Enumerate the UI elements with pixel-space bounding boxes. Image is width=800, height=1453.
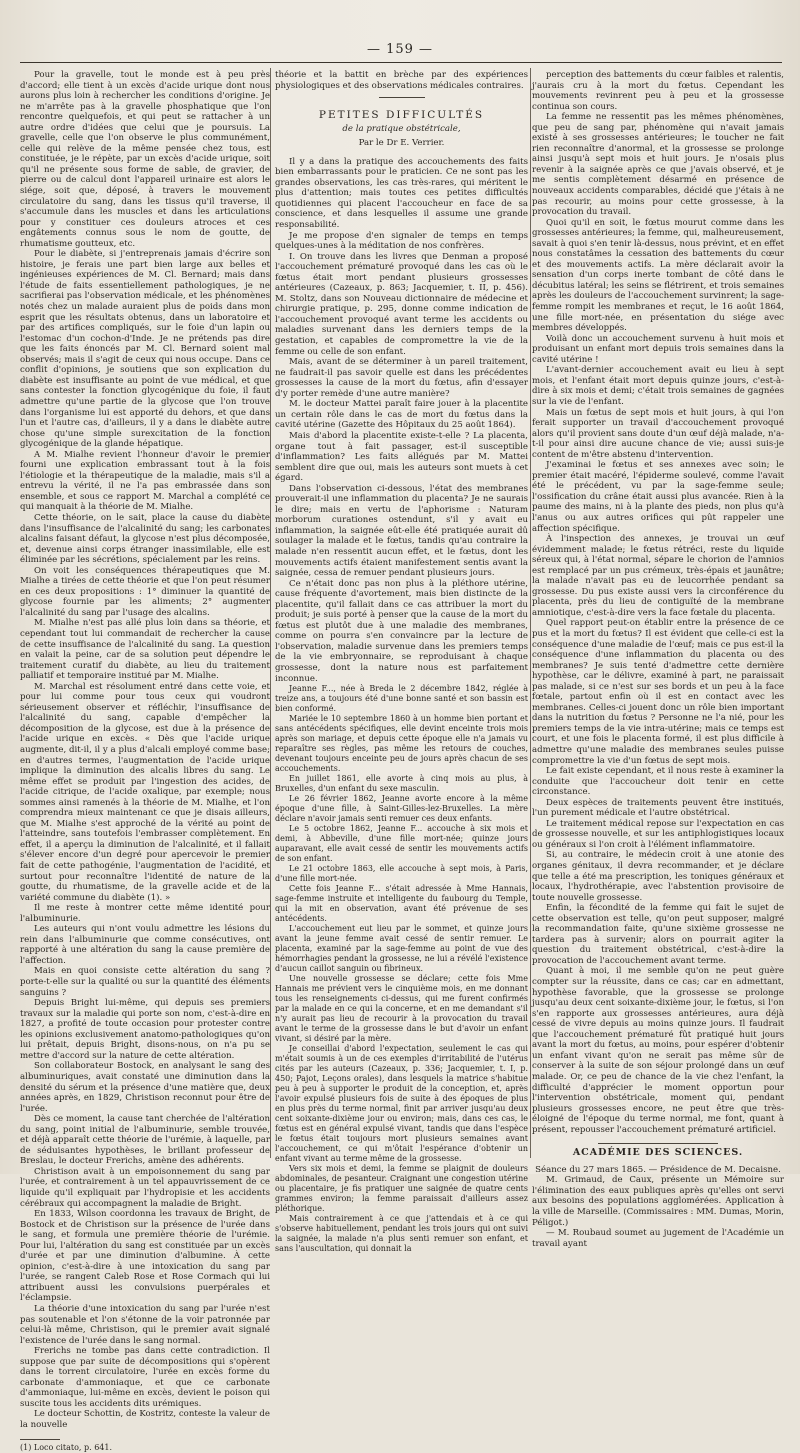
paragraph: Son collaborateur Bostock, en analysant le sang des albuminuriques, avait constaté une diminution dans la densité du sérum et la présence d'une matière que, deux années après, en 1829, Christison reconnut pour être de l'urée. bbox=[20, 1061, 270, 1114]
paragraph: On voit les conséquences thérapeutiques que M. Mialhe a tirées de cette théorie et que l'on peut résumer en ces deux propositions : 1° diminuer la quantité de glycose fournie par les aliments; 2° augmenter l'alcalinité du sang par l'usage des alcalins. bbox=[20, 565, 270, 618]
paragraph: À l'inspection des annexes, je trouvai un œuf évidemment malade; le fœtus rétréci, reste du liquide séreux qui, à l'état normal, sépare le chorion de l'amnios est remplacé par un pus crémeux, très-épais et jaunâtre; la malade n'avait pas eu de leucorrhée pendant sa grossesse. Du pus existe aussi vers la circonférence du placenta, près du lieu de contiguïté de la membrane amniotique, c'est-à-dire vers la face fœtale du placenta. bbox=[532, 534, 784, 618]
article-byline: Par le Dr E. Verrier. bbox=[358, 138, 445, 149]
paragraph: Dans l'observation ci-dessous, l'état des membranes prouverait-il une inflammation du placenta? Je ne saurais le dire; mais en vertu de l'aphorisme : Naturam morborum curationes ostendunt, s'il y avait eu inflammation, la saignée eût-elle été pratiquée aurait dû soulager la malade et le fœtus, tandis qu'au contraire la malade n'en ressentit aucun effet, et le fœtus, dont les mouvements actifs étaient manifestement sentis avant la saignée, cessa de remuer pendant plusieurs jours. bbox=[275, 483, 528, 579]
case-paragraph: Le 5 octobre 1862, Jeanne F... accouche à six mois et demi, à Abbeville, d'une fille mort-née; quinze jours auparavant, elle avait cessé de sentir les mouvements actifs de son enfant. bbox=[275, 824, 528, 864]
paragraph: Mais, avant de se déterminer à un pareil traitement, ne faudrait-il pas savoir quelle est dans les précédentes grossesses la cause de la mort du fœtus, afin d'essayer d'y porter remède d'une autre manière? bbox=[275, 357, 528, 399]
paragraph: Il y a dans la pratique des accouchements des faits bien embarrassants pour le praticien. Ce ne sont pas les grandes observations, les cas très-rares, qui méritent le plus d'attention; mais toutes ces petites difficultés quotidiennes qui placent l'accoucheur en face de sa conscience, et dans lesquelles il assume une grande responsabilité. bbox=[275, 156, 528, 231]
paragraph: Je me propose d'en signaler de temps en temps quelques-unes à la méditation de nos confrères. bbox=[275, 230, 528, 252]
paragraph: I. On trouve dans les livres que Denman a proposé l'accouchement prématuré provoqué dans les cas où le fœtus était mort pendant plusieurs grossesses antérieures (Cazeaux, p. 863; Jacquemier, t. II, p. 456). M. Stoltz, dans son Nouveau dictionnaire de médecine et chirurgie pratique, p. 295, donne comme indication de l'accouchement provoqué avant terme les accidents ou maladies survenant dans les derniers temps de la gestation, et capables de compromettre la vie de la femme ou celle de son enfant. bbox=[275, 251, 528, 357]
case-paragraph: En juillet 1861, elle avorte à cinq mois au plus, à Bruxelles, d'un enfant du sexe masculin. bbox=[275, 774, 528, 794]
case-paragraph: Mariée le 10 septembre 1860 à un homme bien portant et sans antécédents spécifiques, elle devint enceinte trois mois après son mariage, et depuis cette époque elle n'a jamais vu reparaître ses règles, pas même les retours de couches, devenant toujours enceinte peu de jours après chacun de ses accouchements. bbox=[275, 714, 528, 774]
paragraph: A M. Mialhe revient l'honneur d'avoir le premier fourni une explication embrassant tout à la fois l'étiologie et la thérapeutique de la maladie, mais s'il a entrevu la vérité, il ne l'a pas embrassée dans son ensemble, et sous ce rapport M. Marchal a complété ce qui manquait à la théorie de M. Mialhe. bbox=[20, 449, 270, 513]
paragraph: L'avant-dernier accouchement avait eu lieu à sept mois, et l'enfant était mort depuis quinze jours, c'est-à-dire à six mois et demi; c'était trois semaines de gagnées sur la vie de l'enfant. bbox=[532, 365, 784, 407]
page-number: — 159 — bbox=[366, 42, 434, 57]
paragraph: M. le docteur Mattei paraît faire jouer à la placentite un certain rôle dans le cas de mort du fœtus dans la cavité utérine (Gazette des Hôpitaux du 25 août 1864). bbox=[275, 399, 528, 431]
paragraph: Depuis Bright lui-même, qui depuis ses premiers travaux sur la maladie qui porte son nom, c'est-à-dire en 1827, a profité de toute occasion pour protester contre les opinions exclusivement anatomo-pathologiques qu'on lui prêtait, depuis Bright, disons-nous, on n'a pu se mettre d'accord sur la nature de cette altération. bbox=[20, 998, 270, 1061]
paragraph: Dès ce moment, la cause tant cherchée de l'altération du sang, point initial de l'albuminurie, semble trouvée, et déjà apparaît cette théorie de l'urémie, à laquelle, par de séduisantes hypothèses, le brillant professeur de Breslau, le docteur Frerichs, amène des adhérents. bbox=[20, 1114, 270, 1167]
paragraph: Le traitement médical repose sur l'expectation en cas de grossesse nouvelle, et sur les antiphlogistiques locaux ou généraux si l'on croit à l'élément inflammatoire. bbox=[532, 818, 784, 850]
column-right-body bbox=[532, 70, 784, 1135]
paragraph: Mais en quoi consiste cette altération du sang ? porte-t-elle sur la qualité ou sur la quantité des éléments sanguins ? bbox=[20, 966, 270, 998]
paragraph: Il me reste à montrer cette même identité pour l'albuminurie. bbox=[20, 903, 270, 924]
paragraph: Le fait existe cependant, et il nous reste à examiner la conduite que l'accoucheur doit tenir en cette circonstance. bbox=[532, 766, 784, 798]
paragraph: M. Mialhe n'est pas allé plus loin dans sa théorie, et cependant tout lui commandait de rechercher la cause de cette insuffisance de l'alcalinité du sang. La question en valait la peine, car de sa solution peut dépendre le traitement curatif du diabète, au lieu du traitement palliatif et temporaire institué par M. Mialhe. bbox=[20, 618, 270, 682]
section-rule bbox=[379, 97, 425, 98]
paragraph: La femme ne ressentit pas les mêmes phénomènes, que peu de sang par, phénomène qui n'avait jamais existé à ses grossesses antérieures; le toucher ne fait rien reconnaître d'anormal, et la grossesse se prolonge ainsi jusqu'à sept mois et huit jours. Je n'osais plus revenir à la saignée après ce que j'avais observé, et je me sentis complètement désarmé en présence de nouveaux accidents comparables, décidé que j'étais à ne pas recourir, au moins pour cette grossesse, à la provocation du travail. bbox=[532, 112, 784, 218]
column-divider bbox=[270, 68, 271, 1158]
paragraph: Voilà donc un accouchement survenu à huit mois et produisant un enfant mort depuis trois semaines dans la cavité utérine ! bbox=[532, 333, 784, 365]
paragraph: M. Marchal est résolument entré dans cette voie, et pour lui comme pour tous ceux qui voudront sérieusement observer et réfléchir, l'insuffisance de l'alcalinité du sang, capable d'empêcher la décomposition de la glycose, est due à la présence de l'acide urique en excès. « Dès que l'acide urique augmente, dit-il, il y a plus d'alcali employé comme base; en d'autres termes, l'augmentation de l'acide urique implique la diminution des alcalis libres du sang. Le même effet se produit par l'ingestion des acides, de l'acide citrique, de l'acide oxalique, par exemple; nous sommes ainsi ramenés à la théorie de M. Mialhe, et l'on comprendra mieux maintenant ce que je disais ailleurs, que M. Mialhe s'est approché de la vérité au point de l'atteindre, sans toutefois l'embrasser complètement. En effet, il a aperçu la diminution de l'alcalinité, et il fallait s'élever encore d'un degré pour apercevoir le premier fait de cette pathogénie, l'augmentation de l'acidité, et surtout pour reconnaître l'identité de nature de la goutte, du rhumatisme, de la gravelle acide et de la variété commune du diabète (1). » bbox=[20, 681, 270, 903]
case-paragraph: L'accouchement eut lieu par le sommet, et quinze jours avant la jeune femme avait cessé de sentir remuer. Le placenta, examiné par la sage-femme au point de vue des hémorrhagies pendant la grossesse, ne lui a révélé l'existence d'aucun caillot sanguin ou fibrineux. bbox=[275, 924, 528, 974]
paragraph: Frerichs ne tombe pas dans cette contradiction. Il suppose que par suite de décompositions qui s'opèrent dans le torrent circulatoire, l'urée en excès forme du carbonate d'ammoniaque, et que ce carbonate d'ammoniaque, lui-même en excès, devient le poison qui suscite tous les accidents dits urémiques. bbox=[20, 1346, 270, 1409]
paragraph: Si, au contraire, le médecin croit à une atonie des organes génitaux, il devra recommander, et je déclare que telle a été ma prescription, les toniques généraux et locaux, l'hydrothérapie, avec l'abstention provisoire de toute nouvelle grossesse. bbox=[532, 850, 784, 903]
academy-body bbox=[532, 1175, 784, 1249]
paragraph: Les auteurs qui n'ont voulu admettre les lésions du rein dans l'albuminurie que comme consécutives, ont rapporté à une altération du sang la cause première de l'affection. bbox=[20, 924, 270, 966]
article-subtitle: de la pratique obstétricale, bbox=[342, 123, 461, 134]
paragraph: J'examinai le fœtus et ses annexes avec soin; le premier était macéré, l'épiderme soulevé, comme l'avait été le précédent, vu par la sage-femme seule; l'ossification du crâne était aussi plus avancée. Rien à la paume des mains, ni à la plante des pieds, non plus qu'à l'anus ou aux autres orifices qui pût rappeler une affection spécifique. bbox=[532, 460, 784, 534]
academy-paragraph: — M. Roubaud soumet au jugement de l'Académie un travail ayant bbox=[532, 1228, 784, 1249]
paragraph: La théorie d'une intoxication du sang par l'urée n'est pas soutenable et l'on s'étonne de la voir patronnée par celui-là même, Christison, qui le premier avait signalé l'existence de l'urée dans le sang normal. bbox=[20, 1303, 270, 1346]
case-paragraph: Vers six mois et demi, la femme se plaignit de douleurs abdominales, de pesanteur. Craignant une congestion utérine ou placentaire, je fis pratiquer une saignée de quatre cents grammes environ; la femme paraissait d'ailleurs assez pléthorique. bbox=[275, 1164, 528, 1214]
case-paragraph: Je conseillai d'abord l'expectation, seulement le cas qui m'était soumis à un de ces exemples d'irritabilité de l'utérus cités par les auteurs (Cazeaux, p. 336; Jacquemier, t. I, p. 450; Pajot, Leçons orales), dans lesquels la matrice s'habitue peu à peu à supporter le produit de la conception, et, après l'avoir expulsé plusieurs fois de suite à des époques de plus en plus près du terme normal, finit par arriver jusqu'au deux cent soixante-dixième jour ou environ; mais, dans ces cas, le fœtus est en général expulsé vivant, tandis que dans l'espèce le fœtus était toujours mort plusieurs semaines avant l'accouchement, ce qui m'ôtait l'espérance d'obtenir un enfant vivant au terme même de la grossesse. bbox=[275, 1044, 528, 1164]
paragraph: Enfin, la fécondité de la femme qui fait le sujet de cette observation est telle, qu'on peut supposer, malgré la recommandation faite, qu'une sixième grossesse ne tardera pas à survenir; alors on pourrait agiter la question du traitement obstétrical, c'est-à-dire la provocation de l'accouchement avant terme. bbox=[532, 903, 784, 966]
paragraph: En 1833, Wilson coordonna les travaux de Bright, de Bostock et de Christison sur la présence de l'urée dans le sang, et formula une première théorie de l'urémie. Pour lui, l'altération du sang est constituée par un excès d'urée et par une diminution d'albumine. À cette opinion, c'est-à-dire à une intoxication du sang par l'urée, se rangent Caleb Rose et Rose Cormach qui lui attribuent aussi les convulsions puerpérales et l'éclampsie. bbox=[20, 1209, 270, 1304]
case-paragraph: Le 21 octobre 1863, elle accouche à sept mois, à Paris, d'une fille mort-née. bbox=[275, 864, 528, 884]
paragraph: Pour le diabète, si j'entreprenais jamais d'écrire son histoire, je ferais une part bien large aux belles et ingénieuses expériences de M. Cl. Bernard; mais dans l'étude de faits essentiellement pathologiques, je ne sacrifierai pas l'observation médicale, et les phénomènes notés chez un malade auraient plus de poids dans mon esprit que les résultats obtenus, dans un laboratoire et par des artifices compliqués, sur le foie d'un lapin ou l'estomac d'un cochon-d'Inde. Je ne prétends pas dire que les faits énoncés par M. Cl. Bernard soient mal observés; mais il s'agit de ceux qui nous occupe. Dans ce conflit d'opinions, je soutiens que son explication du diabète est insuffisante au point de vue médical, et que sans contester la fonction glycogénique du foie, il faut admettre qu'une partie de la glycose que l'on trouve dans l'organisme lui est apporté du dehors, et que dans l'un et l'autre cas, d'ailleurs, il y a dans le diabète autre chose qu'une simple surexcitation de la fonction glycogénique de la glande hépatique. bbox=[20, 249, 270, 450]
paragraph: Mais un fœtus de sept mois et huit jours, à qui l'on ferait supporter un travail d'accouchement provoqué alors qu'il provient sans doute d'un œuf déjà malade, n'a-t-il pour ainsi dire aucune chance de vie; aussi suis-je content de m'être abstenu d'intervention. bbox=[532, 407, 784, 460]
article-title: PETITES DIFFICULTÉS bbox=[318, 109, 485, 122]
paragraph: Cette théorie, on le sait, place la cause du diabète dans l'insuffisance de l'alcalinité du sang; les carbonates alcalins faisant défaut, la glycose n'est plus décomposée, et, devenue ainsi corps étranger inassimilable, elle est éliminée par les sécrétions, spécialement par les reins. bbox=[20, 512, 270, 566]
column-left-body bbox=[20, 70, 270, 1431]
paragraph: Quoi qu'il en soit, le fœtus mourut comme dans les grossesses antérieures; la femme, qui, malheureusement, savait à quoi s'en tenir là-dessus, nous prévint, et en effet nous constatâmes la cessation des battements du cœur et des mouvements actifs. La mère déclarait avoir la sensation d'un corps inerte tombant de côté dans le décubitus latéral; les seins se flétrirent, et trois semaines après les douleurs de l'accouchement survinrent; la sage-femme rompit les membranes et reçut, le 16 août 1864, une fille mort-née, en présentation du siége avec membres développés. bbox=[532, 217, 784, 334]
column-left bbox=[20, 70, 270, 1452]
paragraph: Quel rapport peut-on établir entre la présence de ce pus et la mort du fœtus? Il est évident que celle-ci est la conséquence d'une maladie de l'œuf; mais ce pus est-il la conséquence d'une inflammation du placenta ou des membranes? Je suis tenté d'admettre cette dernière hypothèse, car le délivre, examiné à part, ne paraissait pas malade, si ce n'est sur ses bords et un peu à la face fœtale, partout enfin où il est en contact avec les membranes. Celles-ci jouent donc un rôle bien important dans la nutrition du fœtus ? Personne ne l'a nié, pour les premiers temps de la vie intra-utérine; mais ce temps est court, et une fois le placenta formé, il est plus difficile à admettre qu'une maladie des membranes seules puisse compromettre la vie d'un fœtus de sept mois. bbox=[532, 618, 784, 766]
case-paragraph: Cette fois Jeanne F... s'était adressée à Mme Hannais, sage-femme instruite et intelligente du faubourg du Temple, qui la mit en observation, avant été prévenue de ses antécédents. bbox=[275, 884, 528, 924]
paragraph: Pour la gravelle, tout le monde est à peu près d'accord; elle tient à un excès d'acide urique dont nous aurons plus loin à rechercher les conditions d'origine. Je ne m'arrête pas à la gravelle phosphatique que l'on rencontre quelquefois, et qui peut se rattacher à un autre ordre d'idées que celui que je poursuis. La gravelle, celle que l'on observe le plus communément, celle qui relève de la même pensée chez tous, est constituée, je le répète, par un excès d'acide urique, soit qu'il ne présente sous forme de sable, de gravier, de pierre ou de calcul dont l'appareil urinaire est alors le siége, soit que, déposé, à travers le mouvement circulatoire du sang, dans les tissus qu'il traverse, il s'accumule dans les muscles et dans les articulations pour y constituer ces douleurs atroces et ces engâtements connus sous le nom de goutte, de rhumatisme goutteux, etc. bbox=[20, 70, 270, 249]
article-body bbox=[275, 157, 528, 684]
case-observation bbox=[275, 684, 528, 1254]
case-paragraph: Une nouvelle grossesse se déclare; cette fois Mme Hannais me prévient vers le cinquième mois, en me donnant tous les renseignements ci-dessus, qui me furent confirmés par la malade en ce qui la concerne, et en me demandant s'il n'y aurait pas lieu de recourir à la provocation du travail avant le terme de la grossesse dans le but d'avoir un enfant vivant, si désiré par la mère. bbox=[275, 974, 528, 1044]
academy-paragraph: M. Grimaud, de Caux, présente un Mémoire sur l'élimination des eaux publiques après qu'elles ont servi aux besoins des populations agglomérées. Application à la ville de Marseille. (Commissaires : MM. Dumas, Morin, Péligot.) bbox=[532, 1175, 784, 1228]
academy-session: Séance du 27 mars 1865. — Présidence de M. Decaisne. bbox=[535, 1164, 781, 1175]
case-paragraph: Le 26 février 1862, Jeanne avorte encore à la même époque d'une fille, à Saint-Gilles-lez-Bruxelles. La mère déclare n'avoir jamais senti remuer ces deux enfants. bbox=[275, 794, 528, 824]
footnote: (1) Loco citato, p. 641. bbox=[20, 1442, 113, 1452]
paragraph: Mais d'abord la placentite existe-t-elle ? La placenta, organe tout à fait passager, est-il susceptible d'inflammation? Les faits allégués par M. Mattei semblent dire que oui, mais les auteurs sont muets à cet égard. bbox=[275, 430, 528, 484]
header-rule bbox=[20, 62, 782, 63]
paragraph: Le docteur Schottin, de Kostritz, conteste la valeur de la nouvelle bbox=[20, 1409, 270, 1430]
academy-rule bbox=[598, 1143, 718, 1144]
paragraph: Deux espèces de traitements peuvent être institués, l'un purement médicale et l'autre obstétrical. bbox=[532, 797, 784, 819]
academy-title: ACADÉMIE DES SCIENCES. bbox=[572, 1147, 744, 1159]
paragraph: Quant à moi, il me semble qu'on ne peut guère compter sur la réussite, dans ce cas; car en admettant, hypothèse favorable, que la grossesse se prolonge jusqu'au deux cent soixante-dixième jour, le fœtus, si l'on s'en rapporte aux grossesses antérieures, aura déjà cessé de vivre depuis au moins quinze jours. Il faudrait que l'accouchement prématuré fût pratiqué huit jours avant la mort du fœtus, au moins, pour espérer d'obtenir un enfant vivant qu'on ne serait pas même sûr de conserver à la suite de son séjour prolongé dans un œuf malade. Or, ce peu de chance de la vie chez l'enfant, la difficulté d'apprécier le moment opportun pour l'intervention obstétricale, moment qui, pendant plusieurs grossesses encore, ne peut être que très-éloigné de l'époque du terme normal, me font, quant à présent, repousser l'accouchement prématuré artificiel. bbox=[532, 966, 784, 1135]
column-middle bbox=[275, 70, 528, 1254]
case-paragraph: Jeanne F..., née à Breda le 2 décembre 1842, réglée à treize ans, a toujours été d'une bonne santé et son bassin est bien conformé. bbox=[275, 684, 528, 714]
column-right bbox=[532, 70, 784, 1249]
continued-paragraph: théorie et la battit en brèche par des expériences physiologiques et des observations médicales contraires. bbox=[275, 70, 528, 91]
case-paragraph: Mais contrairement à ce que j'attendais et à ce qui s'observe habituellement, pendant les trois jours qui ont suivi la saignée, la malade n'a plus senti remuer son enfant, et sans l'auscultation, qui donnait la bbox=[275, 1214, 528, 1254]
paragraph: Ce n'était donc pas non plus à la pléthore utérine, cause fréquente d'avortement, mais bien distincte de la placentite, qu'il fallait dans ce cas attribuer la mort du produit; je suis porté à penser que la cause de la mort du fœtus est plutôt due à une maladie des membranes, comme on pourra s'en convaincre par la lecture de l'observation, maladie survenue dans les premiers temps de la vie embryonnaire, se reproduisant à chaque grossesse, dont la nature nous est parfaitement inconnue. bbox=[275, 578, 528, 684]
paragraph: Christison avait à un empoisonnement du sang par l'urée, et contrairement à un tel appauvrissement de ce liquide qu'il expliquait par l'hydropisie et les accidents cérébraux qui accompagnent la maladie de Bright. bbox=[20, 1166, 270, 1209]
footnote-rule bbox=[20, 1439, 60, 1440]
column-divider bbox=[530, 68, 531, 1158]
paragraph: perception des battements du cœur faibles et ralentis, j'aurais cru à la mort du fœtus. Cependant les mouvements revinrent peu à peu et la grossesse continua son cours. bbox=[532, 70, 784, 112]
